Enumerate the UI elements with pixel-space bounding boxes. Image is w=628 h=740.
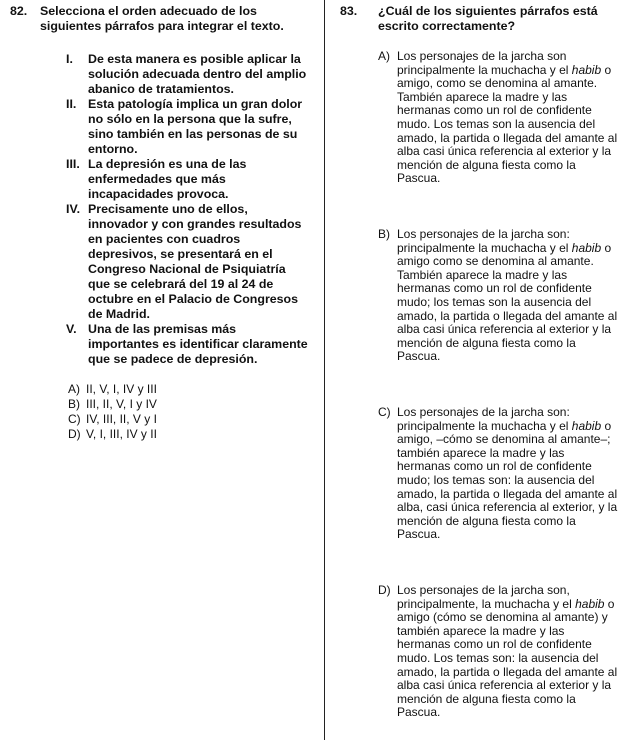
option-text: Los personajes de la jarcha son, principalmente, la muchacha y el habib o amigo (cómo se denomina al amante) y también aparece la madre y las hermanas como un rol de confidente mudo. Los temas son: la ausencia del amado, la partida o llegada del amante al alba casi única referencia al exterior y la mención de alguna fiesta como la Pascua. xyxy=(397,583,618,720)
option-letter: C) xyxy=(68,412,81,426)
q82-option-d[interactable] xyxy=(68,427,310,442)
option-letter: B) xyxy=(378,227,390,241)
option-text: III, II, V, I y IV xyxy=(86,397,157,411)
paragraph-v xyxy=(66,322,310,367)
q82-number: 82. xyxy=(10,4,28,18)
paragraph-number: IV. xyxy=(66,202,81,216)
paragraph-iii xyxy=(66,157,310,202)
q82-prompt: Selecciona el orden adecuado de los siguientes párrafos para integrar el texto. xyxy=(40,4,284,33)
q83-option-c[interactable] xyxy=(378,406,618,542)
q83-prompt: ¿Cuál de los siguientes párrafos está escrito correctamente? xyxy=(378,4,598,33)
paragraph-number: III. xyxy=(66,157,80,171)
column-divider xyxy=(324,0,325,740)
paragraph-number: II. xyxy=(66,97,77,111)
option-text: IV, III, II, V y I xyxy=(86,412,157,426)
paragraph-text: Precisamente uno de ellos, innovador y con grandes resultados en pacientes con cuadros depresivos, se presentará en el Congreso Nacional de Psiquiatría que se celebrará del 19 al 24 de octubre en el Palacio de Congresos de Madrid. xyxy=(88,202,302,321)
question-82 xyxy=(10,4,310,442)
q82-option-b[interactable] xyxy=(68,397,310,412)
paragraph-text: De esta manera es posible aplicar la solución adecuada dentro del amplio abanico de tratamientos. xyxy=(88,52,307,96)
paragraph-number: V. xyxy=(66,322,77,336)
q82-option-a[interactable] xyxy=(68,382,310,397)
q82-header xyxy=(10,4,310,34)
option-letter: C) xyxy=(378,405,391,419)
option-text: Los personajes de la jarcha son: principalmente la muchacha y el habib o amigo como se denomina al amante. También aparece la madre y las hermanas como un rol de confidente mudo; los temas son la ausencia del amado, la partida o llegada del amante al alba casi única referencia al exterior y la mención de alguna fiesta como la Pascua. xyxy=(397,227,618,364)
q83-header xyxy=(340,4,620,34)
paragraph-number: I. xyxy=(66,52,73,66)
option-text: V, I, III, IV y II xyxy=(86,427,157,441)
paragraph-text: Esta patología implica un gran dolor no sólo en la persona que la sufre, sino también en las personas de su entorno. xyxy=(88,97,303,156)
paragraph-iv xyxy=(66,202,310,322)
option-letter: D) xyxy=(378,583,391,597)
paragraph-text: Una de las premisas más importantes es identificar claramente que se padece de depresión. xyxy=(88,322,308,366)
option-text: II, V, I, IV y III xyxy=(86,382,157,396)
q83-option-d[interactable] xyxy=(378,584,618,720)
q83-option-a[interactable] xyxy=(378,50,618,186)
question-83 xyxy=(340,4,620,740)
q83-option-b[interactable] xyxy=(378,228,618,364)
q82-options xyxy=(68,382,310,442)
paragraph-text: La depresión es una de las enfermedades que más incapacidades provoca. xyxy=(88,157,247,201)
q83-number: 83. xyxy=(340,4,358,18)
q82-option-c[interactable] xyxy=(68,412,310,427)
paragraph-ii xyxy=(66,97,310,157)
option-letter: A) xyxy=(378,49,390,63)
option-letter: B) xyxy=(68,397,80,411)
option-text: Los personajes de la jarcha son principalmente la muchacha y el habib o amigo, como se denomina al amante. También aparece la madre y las hermanas como un rol de confidente mudo. Los temas son la ausencia del amado, la partida o llegada del amante al alba casi única referencia al exterior y la mención de alguna fiesta como la Pascua. xyxy=(397,49,618,186)
q82-paragraph-list xyxy=(66,52,310,367)
option-text: Los personajes de la jarcha son: principalmente la muchacha y el habib o amigo, –cómo se denomina al amante–; también aparece la madre y las hermanas como un rol de confidente mudo; los temas son: la ausencia del amado, la partida o llegada del amante al alba, casi única referencia al exterior, y la mención de alguna fiesta como la Pascua. xyxy=(397,405,618,542)
paragraph-i xyxy=(66,52,310,97)
option-letter: A) xyxy=(68,382,80,396)
option-letter: D) xyxy=(68,427,81,441)
